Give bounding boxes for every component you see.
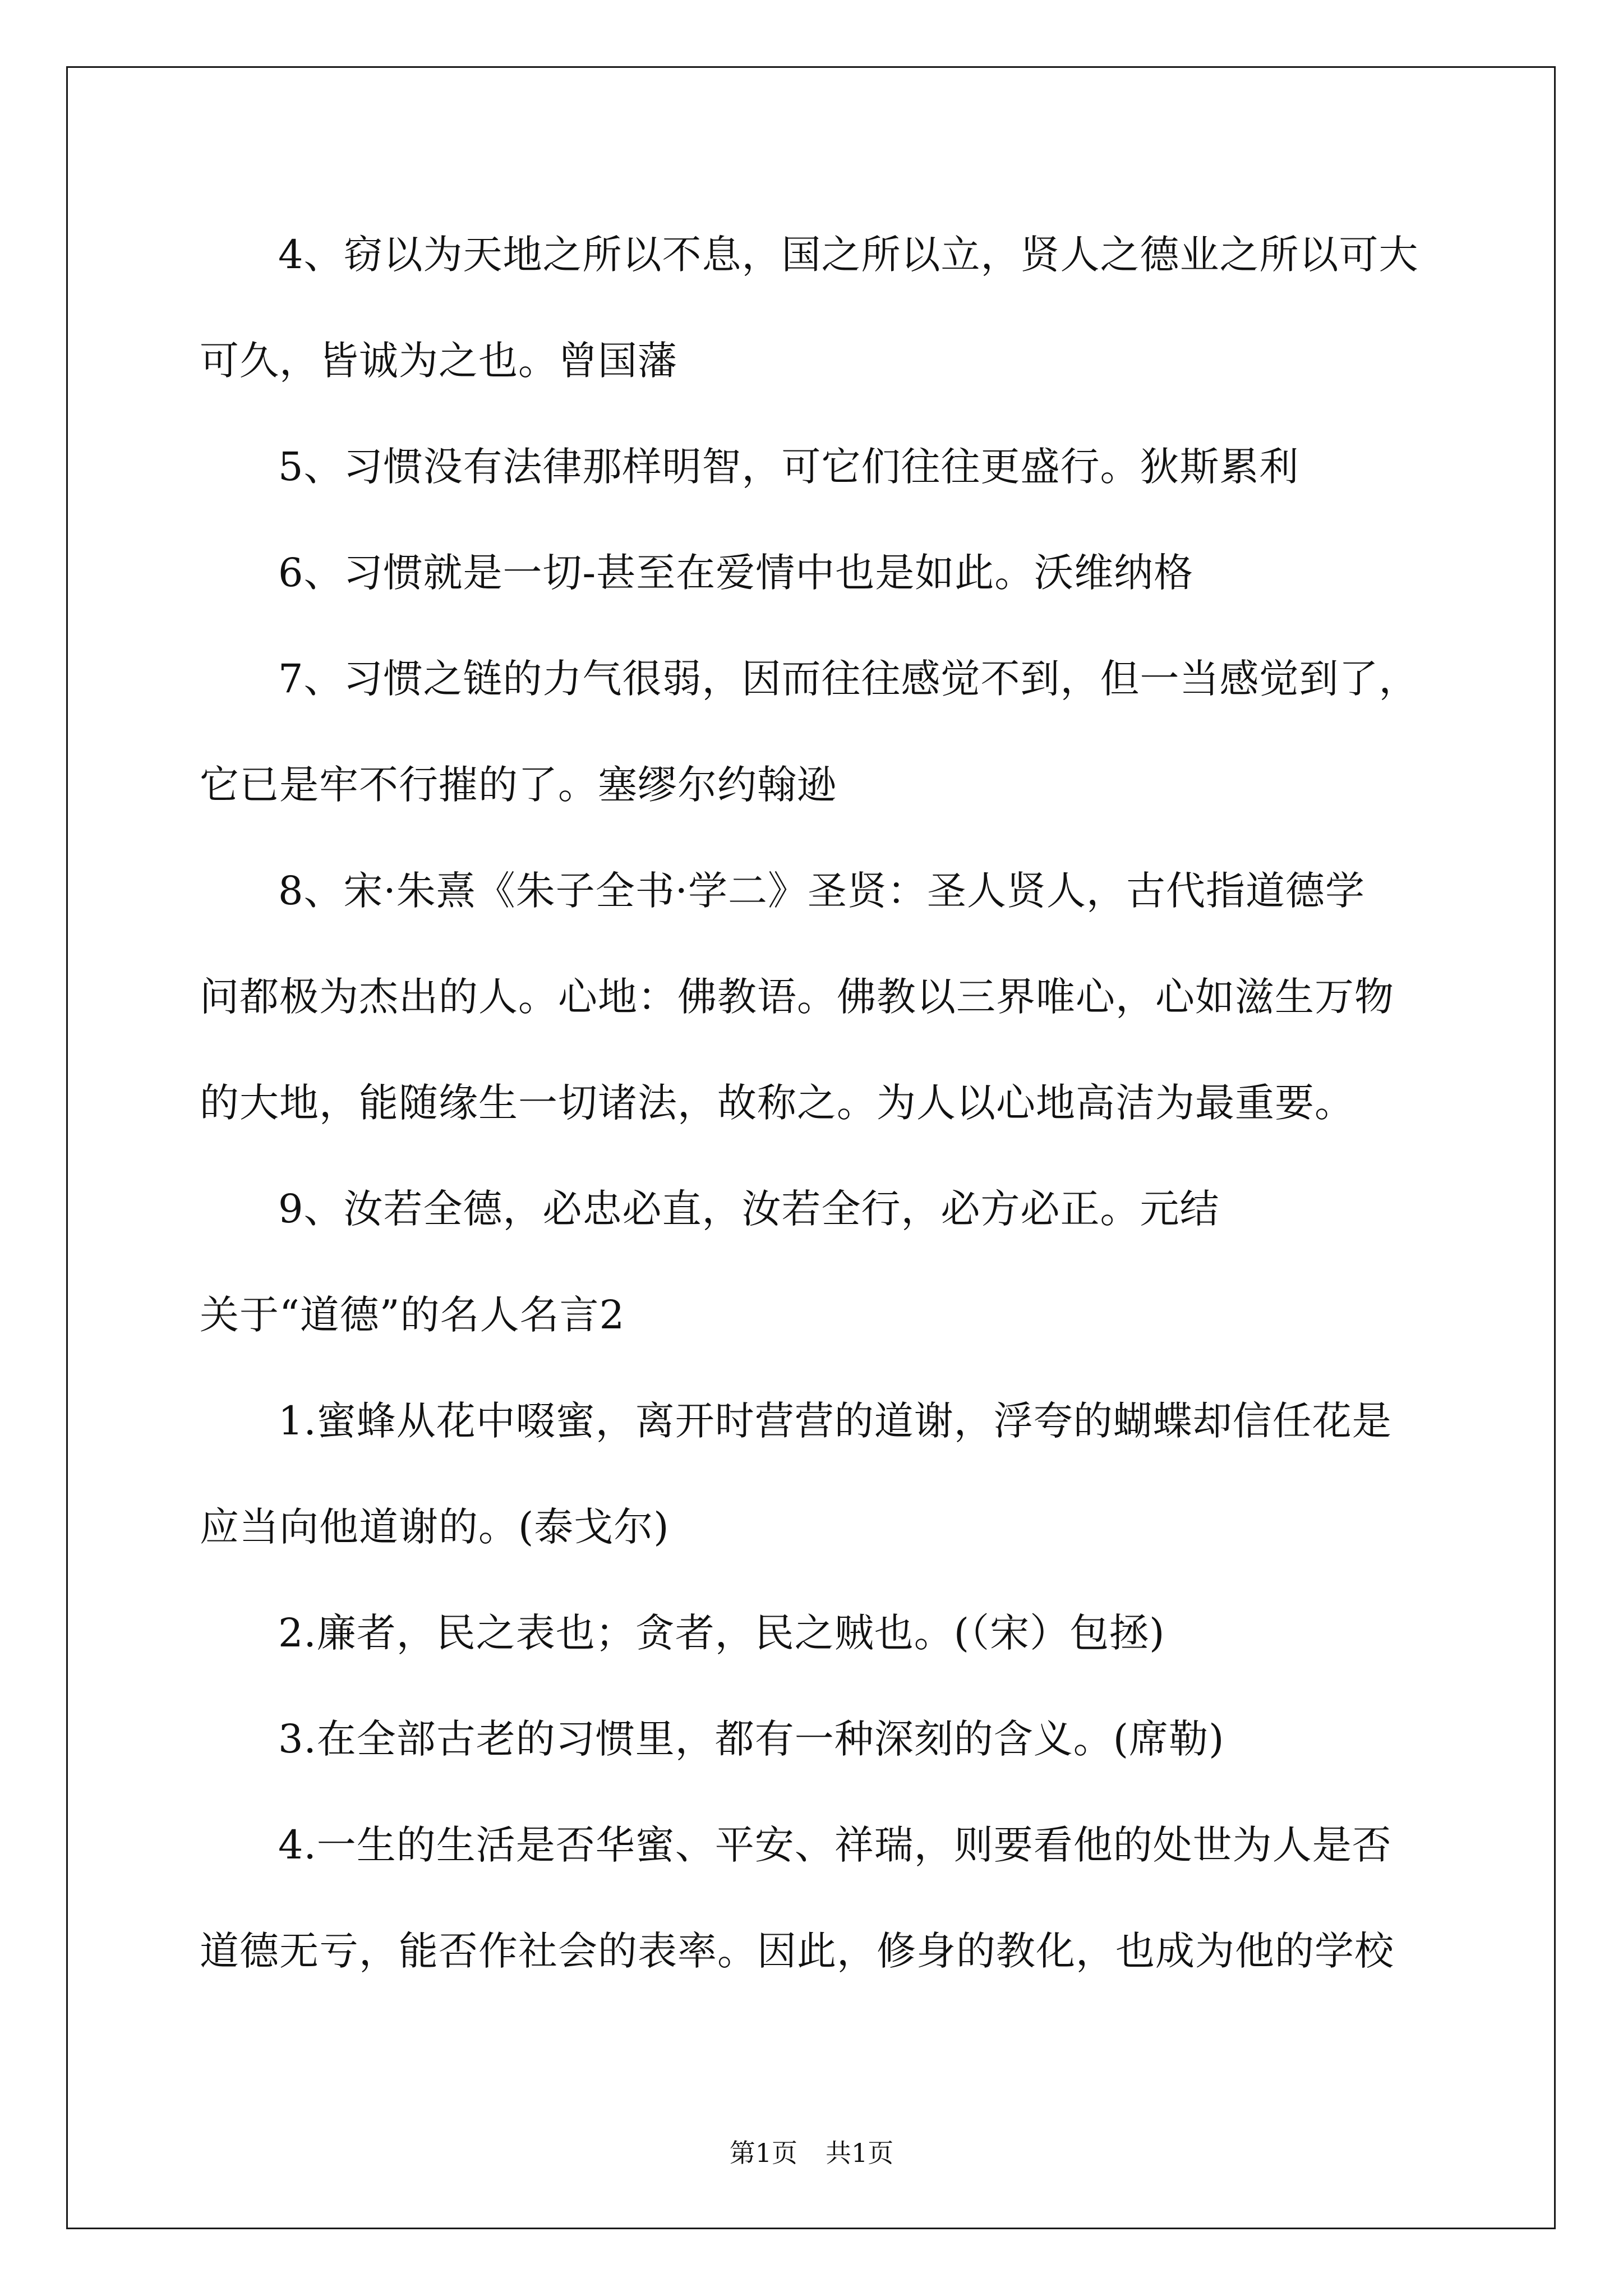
paragraph-line: 它已是牢不行摧的了。塞缪尔约翰逊 <box>200 762 837 808</box>
paragraph-line: 问都极为杰出的人。心地：佛教语。佛教以三界唯心，心如滋生万物 <box>200 974 1394 1020</box>
document-body <box>200 202 1433 2004</box>
paragraph-line: 4.一生的生活是否华蜜、平安、祥瑞，则要看他的处世为人是否 <box>278 1822 1392 1868</box>
page-footer <box>0 2133 1623 2170</box>
paragraph-line: 4、窃以为天地之所以不息，国之所以立，贤人之德业之所以可大 <box>278 232 1419 278</box>
paragraph-line: 7、习惯之链的力气很弱，因而往往感觉不到，但一当感觉到了， <box>278 656 1419 702</box>
paragraph-line: 的大地，能随缘生一切诸法，故称之。为人以心地高洁为最重要。 <box>200 1080 1354 1126</box>
paragraph-line: 5、习惯没有法律那样明智，可它们往往更盛行。狄斯累利 <box>278 444 1299 490</box>
paragraph-line: 8、宋·朱熹《朱子全书·学二》圣贤：圣人贤人，古代指道德学 <box>278 868 1366 914</box>
paragraph-line: 6、习惯就是一切-甚至在爱情中也是如此。沃维纳格 <box>278 550 1194 596</box>
paragraph-line: 应当向他道谢的。(泰戈尔) <box>200 1504 670 1550</box>
paragraph-line: 1.蜜蜂从花中啜蜜，离开时营营的道谢，浮夸的蝴蝶却信任花是 <box>278 1398 1392 1444</box>
page-number: 第1页 <box>729 2138 797 2168</box>
section-heading: 关于“道德”的名人名言2 <box>200 1292 625 1338</box>
paragraph-line: 2.廉者，民之表也；贪者，民之贼也。(（宋）包拯) <box>278 1610 1165 1656</box>
paragraph-line: 可久，皆诚为之也。曾国藩 <box>200 338 677 384</box>
page-total: 共1页 <box>826 2138 894 2168</box>
paragraph-line: 3.在全部古老的习惯里，都有一种深刻的含义。(席勒) <box>278 1716 1225 1762</box>
paragraph-line: 9、汝若全德，必忠必直，汝若全行，必方必正。元结 <box>278 1186 1220 1232</box>
paragraph-line: 道德无亏，能否作社会的表率。因此，修身的教化，也成为他的学校 <box>200 1928 1394 1974</box>
